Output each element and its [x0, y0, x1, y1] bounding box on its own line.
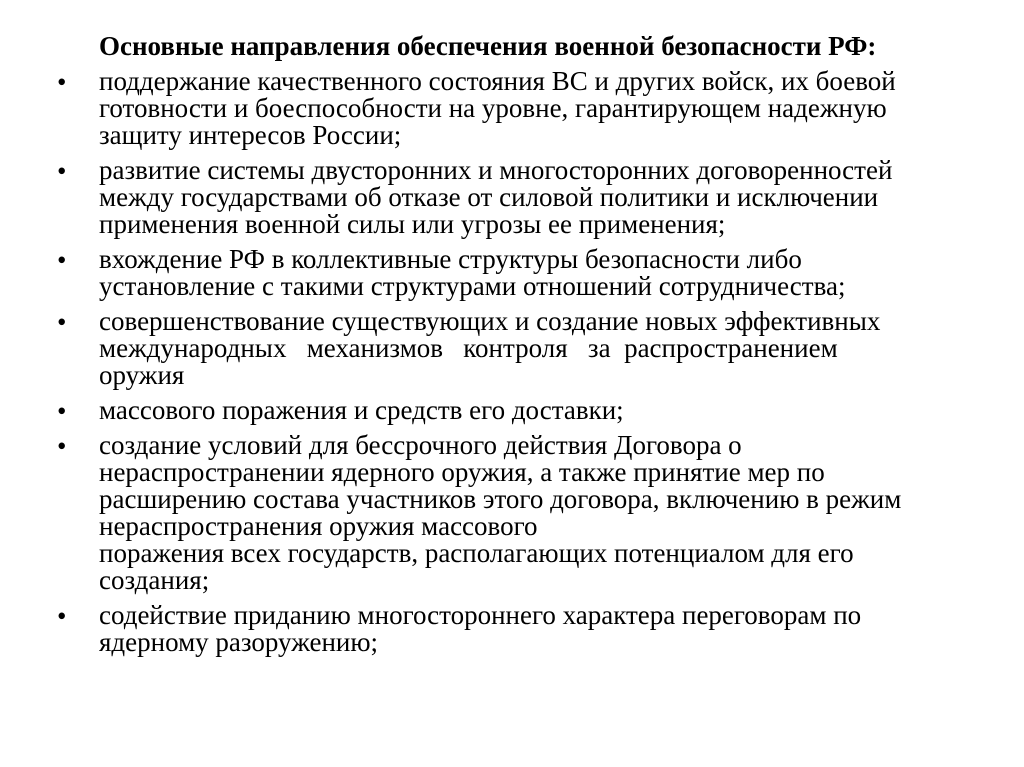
bullet-line: поражения всех государств, располагающих потенциалом для его: [99, 538, 854, 568]
bullet-line: создание условий для бессрочного действия Договора о: [99, 430, 742, 460]
bullet-line: готовности и боеспособности на уровне, гарантирующем надежную: [99, 93, 887, 123]
bullet-item-6: [0, 432, 1024, 594]
bullet-item-3: [0, 246, 1024, 300]
bullet-list: [0, 68, 1024, 664]
bullet-dot-icon: •: [57, 601, 67, 631]
bullet-line: установление с такими структурами отношений сотрудничества;: [99, 271, 846, 301]
bullet-line: между государствами об отказе от силовой политики и исключении: [99, 182, 879, 212]
bullet-line: оружия: [99, 360, 185, 390]
bullet-dot-icon: •: [57, 67, 67, 97]
bullet-text: [99, 68, 1024, 149]
bullet-line: совершенствование существующих и создание новых эффективных: [99, 306, 881, 336]
bullet-line: защиту интересов России;: [99, 120, 402, 150]
bullet-line: развитие системы двусторонних и многосторонних договоренностей: [99, 155, 893, 185]
bullet-dot-icon: •: [57, 307, 67, 337]
bullet-item-4: [0, 308, 1024, 389]
bullet-line: массового поражения и средств его доставки;: [99, 395, 624, 425]
bullet-line: поддержание качественного состояния ВС и других войск, их боевой: [99, 66, 896, 96]
page-title: Основные направления обеспечения военной безопасности РФ:: [99, 31, 877, 61]
bullet-dot-icon: •: [57, 156, 67, 186]
bullet-text: [99, 602, 1024, 656]
bullet-text: [99, 308, 1024, 389]
bullet-item-1: [0, 68, 1024, 149]
bullet-item-5: [0, 397, 1024, 424]
bullet-line: нераспространения оружия массового: [99, 511, 538, 541]
bullet-line: создания;: [99, 565, 210, 595]
bullet-line: содействие приданию многостороннего характера переговорам по: [99, 600, 862, 630]
bullet-item-7: [0, 602, 1024, 656]
bullet-dot-icon: •: [57, 431, 67, 461]
bullet-line: вхождение РФ в коллективные структуры безопасности либо: [99, 244, 802, 274]
bullet-line: международных механизмов контроля за распространением: [99, 333, 838, 363]
bullet-item-2: [0, 157, 1024, 238]
bullet-line: расширению состава участников этого договора, включению в режим: [99, 484, 902, 514]
bullet-text: [99, 157, 1024, 238]
bullet-line: нераспространении ядерного оружия, а также принятие мер по: [99, 457, 825, 487]
bullet-line: ядерному разоружению;: [99, 627, 379, 657]
bullet-line: применения военной силы или угрозы ее применения;: [99, 209, 726, 239]
bullet-text: [99, 397, 1024, 424]
bullet-dot-icon: •: [57, 245, 67, 275]
bullet-text: [99, 246, 1024, 300]
bullet-text: [99, 432, 1024, 594]
bullet-dot-icon: •: [57, 396, 67, 426]
